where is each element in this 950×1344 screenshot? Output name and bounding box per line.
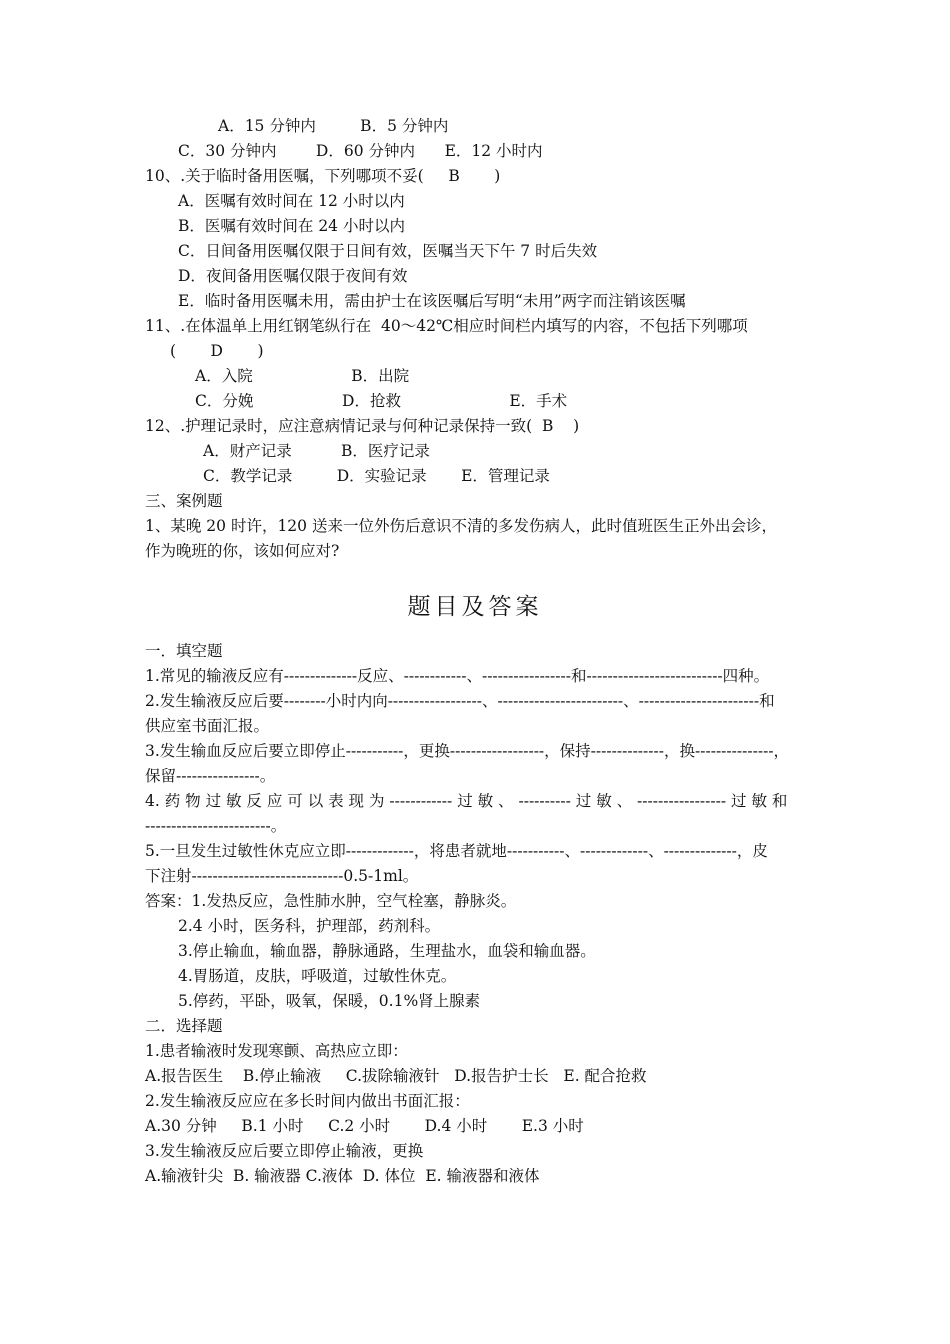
option-line: A.30 分钟 B.1 小时 C.2 小时 D.4 小时 E.3 小时 [145, 1117, 584, 1135]
section-heading: 一．填空题 [145, 642, 223, 660]
option-line: C．30 分钟内 D．60 分钟内 E．12 小时内 [178, 142, 543, 160]
option-line: A.报告医生 B.停止输液 C.拔除输液针 D.报告护士长 E. 配合抢救 [145, 1067, 647, 1085]
fill-question: ------------------------。 [145, 817, 287, 835]
option-line: A．入院 B．出院 [195, 367, 410, 385]
question-10: 10、.关于临时备用医嘱，下列哪项不妥( B ) [145, 167, 501, 185]
option-line: B．医嘱有效时间在 24 小时以内 [178, 217, 405, 235]
question-11: 11、.在体温单上用红钢笔纵行在 40～42℃相应时间栏内填写的内容，不包括下列哪项 [145, 317, 748, 335]
question-12: 12、.护理记录时，应注意病情记录与何种记录保持一致( B ) [145, 417, 580, 435]
fill-question: 4. 药 物 过 敏 反 应 可 以 表 现 为 ------------ 过 敏 、 ---------- 过 敏 、 ----------------- 过 敏 和 [145, 792, 788, 810]
option-line: A.输液针尖 B. 输液器 C.液体 D. 体位 E. 输液器和液体 [145, 1167, 540, 1185]
option-line: A．医嘱有效时间在 12 小时以内 [178, 192, 405, 210]
fill-question: 2.发生输液反应后要--------小时内向------------------、------------------------、-----------------------和 [145, 692, 775, 710]
option-line: D．夜间备用医嘱仅限于夜间有效 [178, 267, 408, 285]
option-line: C．日间备用医嘱仅限于日间有效，医嘱当天下午 7 时后失效 [178, 242, 598, 260]
option-line: C．分娩 D．抢救 E．手术 [195, 392, 568, 410]
option-line: E．临时备用医嘱未用，需由护士在该医嘱后写明“未用”两字而注销该医嘱 [178, 292, 686, 310]
choice-question: 2.发生输液反应应在多长时间内做出书面汇报： [145, 1092, 470, 1110]
answer-blank: ( D ) [170, 342, 264, 360]
section-heading: 二．选择题 [145, 1017, 223, 1035]
fill-question: 5.一旦发生过敏性休克应立即-------------，将患者就地-----------、-------------、--------------，皮 [145, 842, 768, 860]
option-line: A．财产记录 B．医疗记录 [203, 442, 430, 460]
case-question: 作为晚班的你，该如何应对? [145, 542, 340, 560]
section-title: 题目及答案 [407, 594, 543, 620]
case-question: 1、某晚 20 时许，120 送来一位外伤后意识不清的多发伤病人，此时值班医生正外出会诊， [145, 517, 777, 535]
answer-line: 答案：1.发热反应，急性肺水肿，空气栓塞，静脉炎。 [145, 892, 517, 910]
answer-line: 4.胃肠道，皮肤，呼吸道，过敏性休克。 [178, 967, 457, 985]
fill-question: 下注射-----------------------------0.5-1ml。 [145, 867, 419, 885]
option-line: C．教学记录 D．实验记录 E．管理记录 [203, 467, 550, 485]
fill-question: 供应室书面汇报。 [145, 717, 270, 735]
option-line: A．15 分钟内 B．5 分钟内 [218, 117, 449, 135]
choice-question: 1.患者输液时发现寒颤、高热应立即： [145, 1042, 408, 1060]
section-heading: 三、案例题 [145, 492, 223, 510]
fill-question: 保留----------------。 [145, 767, 276, 785]
answer-line: 3.停止输血，输血器，静脉通路，生理盐水，血袋和输血器。 [178, 942, 596, 960]
fill-question: 3.发生输血反应后要立即停止-----------，更换------------------，保持--------------，换---------------， [145, 742, 790, 760]
fill-question: 1.常见的输液反应有--------------反应、------------、-----------------和--------------------------四种。 [145, 667, 770, 685]
answer-line: 5.停药，平卧，吸氧，保暖，0.1%肾上腺素 [178, 992, 481, 1010]
choice-question: 3.发生输液反应后要立即停止输液，更换 [145, 1142, 424, 1160]
answer-line: 2.4 小时，医务科，护理部，药剂科。 [178, 917, 441, 935]
